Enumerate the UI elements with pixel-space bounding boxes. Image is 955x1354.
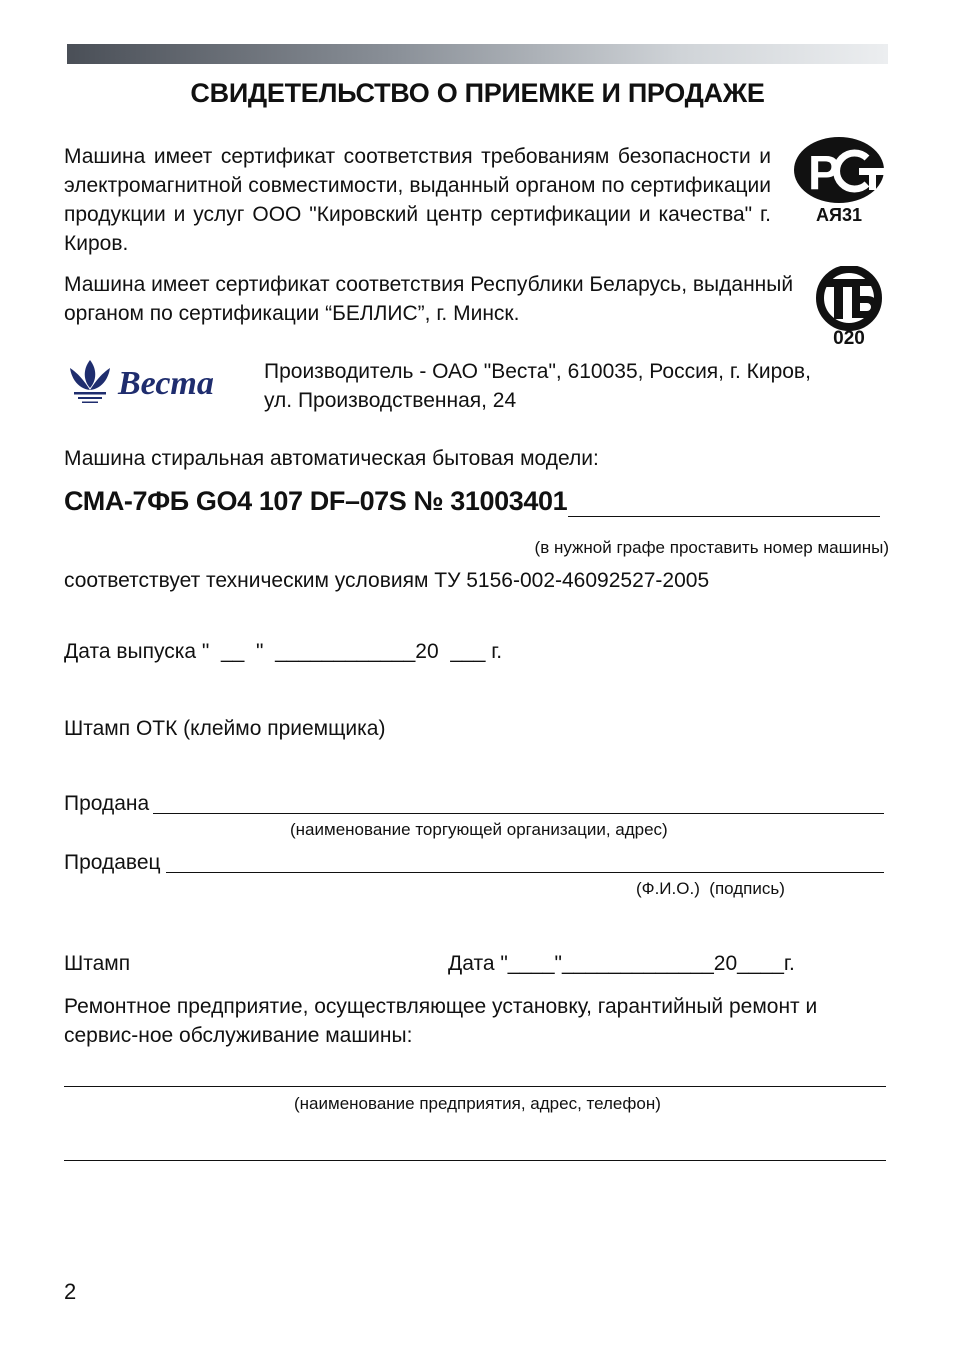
by-certificate-text: Машина имеет сертификат соответствия Республики Беларусь, выданный органом по сертификации “БЕЛЛИС”, г. Минск. [64, 273, 794, 325]
rf-certificate-text: Машина имеет сертификат соответствия требованиям безопасности и электромагнитной совместимости, выданный органом по сертификации продукции и услуг ООО "Кировский центр сертификации и качества" г. Киров. [64, 145, 771, 255]
serial-number-line [568, 516, 880, 517]
page-title: СВИДЕТЕЛЬСТВО О ПРИЕМКЕ И ПРОДАЖЕ [190, 78, 765, 108]
vesta-brand-logo [66, 356, 244, 408]
brand-name: Веста [118, 365, 214, 402]
sale-stamp-label: Штамп [64, 952, 131, 975]
manufacturer-line2: ул. Производственная, 24 [264, 389, 517, 412]
otk-stamp-label: Штамп ОТК (клеймо приемщика) [64, 717, 386, 740]
service-line-2 [64, 1160, 886, 1161]
manufacturer-line1: Производитель - ОАО "Веста", 610035, Россия, г. Киров, [264, 360, 811, 383]
sale-date-line: Дата "____"_____________20____г. [448, 952, 795, 975]
sold-line [153, 813, 884, 814]
seller-line [166, 872, 884, 873]
belarus-logo-code: 020 [833, 328, 865, 348]
header-gradient-bar [67, 44, 888, 64]
service-hint: (наименование предприятия, адрес, телефон) [294, 1094, 661, 1113]
seller-label: Продавец [64, 851, 161, 874]
conformity-text: соответствует техническим условиям ТУ 5156-002-46092527-2005 [64, 569, 710, 592]
model-name: СМА-7ФБ GO4 107 DF–07S № 31003401 [64, 486, 568, 516]
sold-hint: (наименование торгующей организации, адрес) [290, 820, 668, 839]
belarus-certification-logo [806, 266, 892, 348]
serial-number-hint: (в нужной графе проставить номер машины) [534, 538, 889, 557]
rst-certification-logo [791, 136, 887, 226]
release-date-line: Дата выпуска " __ " ____________20 ___ г. [64, 640, 503, 663]
rst-logo-code: АЯ31 [816, 205, 862, 225]
model-intro: Машина стиральная автоматическая бытовая модели: [64, 447, 599, 470]
service-text: Ремонтное предприятие, осуществляющее установку, гарантийный ремонт и сервис-ное обслуживание машины: [64, 995, 818, 1047]
svg-text:P: P [808, 147, 841, 200]
page-number: 2 [64, 1279, 77, 1304]
sold-label: Продана [64, 792, 150, 815]
service-line-1 [64, 1086, 886, 1087]
seller-hint: (Ф.И.О.) (подпись) [636, 879, 785, 898]
